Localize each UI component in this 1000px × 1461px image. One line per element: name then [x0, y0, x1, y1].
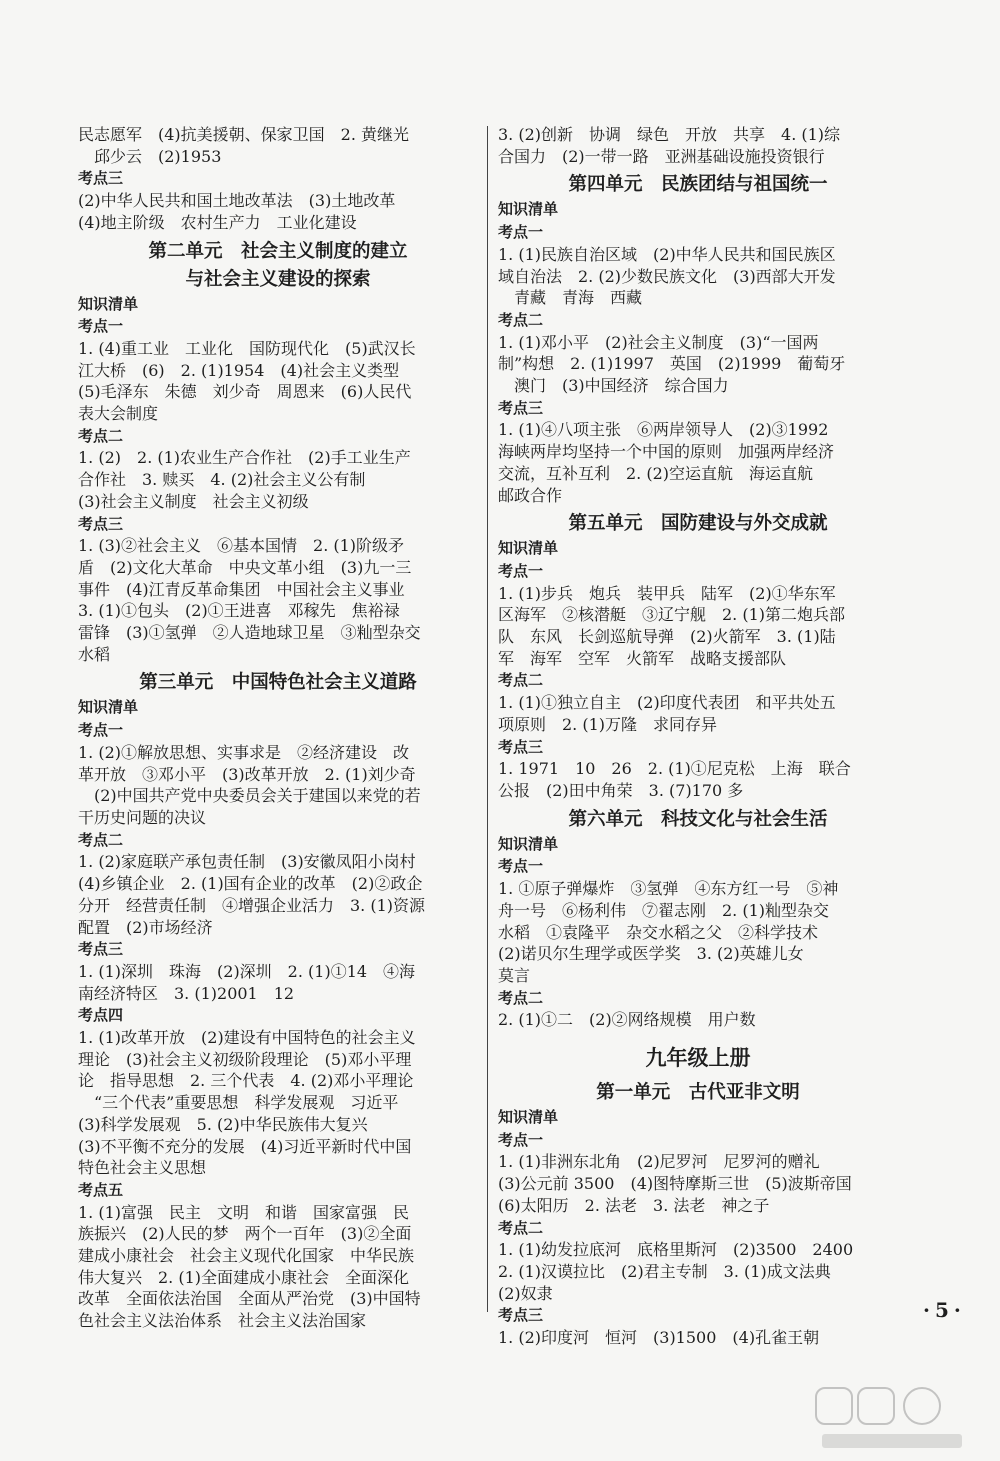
- section-heading: 考点五: [78, 1180, 124, 1199]
- answer-line: 事件 (4)江青反革命集团 中国社会主义事业: [78, 579, 405, 599]
- answer-line: 民志愿军 (4)抗美援朝、保家卫国 2. 黄继光: [78, 125, 410, 144]
- section-heading: 考点三: [498, 1306, 544, 1325]
- answer-line: 革开放 ③邓小平 (3)改革开放 2. (1)刘少奇: [78, 764, 416, 784]
- answer-line: 1. (1)①独立自主 (2)印度代表团 和平共处五: [498, 693, 836, 713]
- answer-line: (2)中国共产党中央委员会关于建国以来党的若: [78, 786, 421, 806]
- section-heading: 考点二: [498, 310, 544, 329]
- unit-title: 第二单元 社会主义制度的建立: [148, 240, 408, 262]
- answer-line: 1. (2) 2. (1)农业生产合作社 (2)手工业生产: [78, 448, 411, 468]
- answer-line: 南经济特区 3. (1)2001 12: [78, 983, 295, 1003]
- section-heading: 考点三: [78, 514, 124, 533]
- unit-title: 与社会主义建设的探索: [185, 268, 371, 290]
- answer-line: 1. (1)富强 民主 文明 和谐 国家富强 民: [78, 1202, 410, 1222]
- answer-line: 干历史问题的决议: [78, 807, 207, 827]
- section-heading: 考点三: [498, 737, 544, 756]
- section-heading: 考点一: [498, 223, 544, 242]
- answer-line: 改革 全面依法治国 全面从严治党 (3)中国特: [78, 1289, 421, 1309]
- answer-line: 区海军 ②核潜艇 ③辽宁舰 2. (1)第二炮兵部: [498, 605, 846, 625]
- answer-line: 队 东风 长剑巡航导弹 (2)火箭军 3. (1)陆: [498, 627, 836, 647]
- answer-line: 1. (1)非洲东北角 (2)尼罗河 尼罗河的赠礼: [498, 1152, 820, 1172]
- answer-line: 2. (1)①二 (2)②网络规模 用户数: [498, 1010, 756, 1030]
- answer-line: 族振兴 (2)人民的梦 两个一百年 (3)②全面: [78, 1224, 412, 1244]
- section-heading: 考点三: [78, 169, 124, 188]
- section-heading: 考点二: [78, 426, 124, 445]
- answer-line: 特色社会主义思想: [78, 1158, 207, 1178]
- answer-line: 舟一号 ⑥杨利伟 ⑦翟志刚 2. (1)籼型杂交: [498, 900, 830, 920]
- list-heading: 知识清单: [498, 834, 559, 853]
- answer-line: 合国力 (2)一带一路 亚洲基础设施投资银行: [498, 146, 825, 166]
- answer-line: (2)奴隶: [498, 1283, 553, 1303]
- right-column: [498, 124, 898, 1349]
- section-heading: 考点三: [498, 398, 544, 417]
- answer-line: 合作社 3. 赎买 4. (2)社会主义公有制: [78, 470, 366, 490]
- unit-title: 第三单元 中国特色社会主义道路: [139, 672, 417, 694]
- answer-line: 1. (1)深圳 珠海 (2)深圳 2. (1)①14 ④海: [78, 961, 416, 981]
- answer-line: (3)科学发展观 5. (2)中华民族伟大复兴: [78, 1114, 368, 1134]
- answer-line: 1. (2)①解放思想、实事求是 ②经济建设 改: [78, 742, 410, 762]
- answer-line: (5)毛泽东 朱德 刘少奇 周恩来 (6)人民代: [78, 382, 412, 402]
- answer-line: 澳门 (3)中国经济 综合国力: [498, 376, 729, 396]
- unit-title: 第五单元 国防建设与外交成就: [568, 513, 828, 535]
- section-heading: 考点二: [78, 830, 124, 849]
- list-heading: 知识清单: [498, 539, 559, 558]
- answer-line: 1. (1)④八项主张 ⑥两岸领导人 (2)③1992: [498, 420, 829, 440]
- answer-line: 1. (1)幼发拉底河 底格里斯河 (2)3500 2400: [498, 1240, 854, 1260]
- section-heading: 考点一: [498, 1130, 544, 1149]
- answer-line: 配置 (2)市场经济: [78, 917, 213, 937]
- unit-title: 第六单元 科技文化与社会生活: [568, 808, 828, 830]
- unit-title: 第一单元 古代亚非文明: [596, 1082, 800, 1104]
- answer-line: 公报 (2)田中角荣 3. (7)170 多: [498, 780, 744, 800]
- section-heading: 考点一: [78, 721, 124, 740]
- answer-line: 域自治法 2. (2)少数民族文化 (3)西部大开发: [498, 266, 836, 286]
- list-heading: 知识清单: [498, 200, 559, 219]
- answer-line: 2. (1)汉谟拉比 (2)君主专制 3. (1)成文法典: [498, 1261, 831, 1281]
- section-heading: 考点二: [498, 988, 544, 1007]
- answer-line: 1. (3)②社会主义 ⑥基本国情 2. (1)阶级矛: [78, 536, 405, 556]
- answer-line: 雷锋 (3)①氢弹 ②人造地球卫星 ③籼型杂交: [78, 623, 421, 643]
- answer-line: 莫言: [498, 965, 531, 985]
- unit-title: 第四单元 民族团结与祖国统一: [568, 174, 828, 196]
- answer-line: (3)社会主义制度 社会主义初级: [78, 491, 309, 511]
- answer-line: 3. (2)创新 协调 绿色 开放 共享 4. (1)综: [498, 125, 841, 144]
- answer-line: 1. (4)重工业 工业化 国防现代化 (5)武汉长: [78, 338, 416, 358]
- answer-line: 邮政合作: [498, 485, 563, 505]
- answer-line: 水稻 ①袁隆平 杂交水稻之父 ②科学技术: [498, 922, 819, 942]
- answer-line: 1. (2)印度河 恒河 (3)1500 (4)孔雀王朝: [498, 1328, 820, 1348]
- answer-line: 军 海军 空军 火箭军 战略支援部队: [498, 648, 787, 668]
- answer-line: 项原则 2. (1)万隆 求同存异: [498, 714, 718, 734]
- section-heading: 考点一: [498, 561, 544, 580]
- section-heading: 考点三: [78, 940, 124, 959]
- answer-line: 表大会制度: [78, 404, 159, 424]
- answer-line: 1. (1)邓小平 (2)社会主义制度 (3)“一国两: [498, 332, 819, 352]
- section-heading: 考点二: [498, 671, 544, 690]
- answer-line: 水稻: [78, 644, 111, 664]
- answer-line: 1. ①原子弹爆炸 ③氢弹 ④东方红一号 ⑤神: [498, 879, 839, 899]
- list-heading: 知识清单: [498, 1108, 559, 1127]
- answer-line: (4)乡镇企业 2. (1)国有企业的改革 (2)②政企: [78, 874, 423, 894]
- answer-line: 色社会主义法治体系 社会主义法治国家: [78, 1311, 367, 1331]
- watermark-logo: [812, 1382, 972, 1456]
- answer-line: 分开 经营责任制 ④增强企业活力 3. (1)资源: [78, 895, 426, 915]
- section-heading: 考点四: [78, 1006, 124, 1025]
- answer-line: 理论 (3)社会主义初级阶段理论 (5)邓小平理: [78, 1049, 412, 1069]
- answer-line: 盾 (2)文化大革命 中央文革小组 (3)九一三: [78, 557, 412, 577]
- page-number: · 5 ·: [918, 1298, 966, 1322]
- answer-line: 邱少云 (2)1953: [78, 146, 222, 166]
- left-column: [78, 124, 478, 1332]
- section-heading: 考点一: [78, 317, 124, 336]
- answer-line: (4)地主阶级 农村生产力 工业化建设: [78, 212, 357, 232]
- answer-line: 3. (1)①包头 (2)①王进喜 邓稼先 焦裕禄: [78, 601, 400, 621]
- answer-line: 青藏 青海 西藏: [498, 288, 643, 308]
- answer-line: (3)公元前 3500 (4)图特摩斯三世 (5)波斯帝国: [498, 1174, 852, 1194]
- answer-line: 海峡两岸均坚持一个中国的原则 加强两岸经济: [498, 442, 835, 462]
- list-heading: 知识清单: [78, 698, 139, 717]
- answer-line: 伟大复兴 2. (1)全面建成小康社会 全面深化: [78, 1267, 410, 1287]
- answer-line: 1. (2)家庭联产承包责任制 (3)安徽凤阳小岗村: [78, 852, 416, 872]
- answer-line: 1. (1)改革开放 (2)建设有中国特色的社会主义: [78, 1028, 416, 1048]
- answer-line: 论 指导思想 2. 三个代表 4. (2)邓小平理论: [78, 1071, 414, 1091]
- answer-line: 1. (1)步兵 炮兵 装甲兵 陆军 (2)①华东军: [498, 583, 836, 603]
- grade-title: 九年级上册: [645, 1046, 751, 1071]
- answer-line: 交流，互补互利 2. (2)空运直航 海运直航: [498, 463, 814, 483]
- answer-line: (2)诺贝尔生理学或医学奖 3. (2)英雄儿女: [498, 944, 804, 964]
- answer-line: 制”构想 2. (1)1997 英国 (2)1999 葡萄牙: [498, 354, 846, 374]
- section-heading: 考点一: [498, 857, 544, 876]
- answer-line: 1. (1)民族自治区域 (2)中华人民共和国民族区: [498, 244, 836, 264]
- answer-line: (2)中华人民共和国土地改革法 (3)土地改革: [78, 191, 396, 211]
- answer-line: 建成小康社会 社会主义现代化国家 中华民族: [78, 1246, 415, 1266]
- answer-line: 1. 1971 10 26 2. (1)①尼克松 上海 联合: [498, 759, 851, 779]
- section-heading: 考点二: [498, 1218, 544, 1237]
- answer-line: (3)不平衡不充分的发展 (4)习近平新时代中国: [78, 1136, 412, 1156]
- answer-line: “三个代表”重要思想 科学发展观 习近平: [78, 1093, 399, 1113]
- answer-line: (6)太阳历 2. 法老 3. 法老 神之子: [498, 1195, 770, 1215]
- list-heading: 知识清单: [78, 294, 139, 313]
- answer-line: 江大桥 (6) 2. (1)1954 (4)社会主义类型: [78, 360, 400, 380]
